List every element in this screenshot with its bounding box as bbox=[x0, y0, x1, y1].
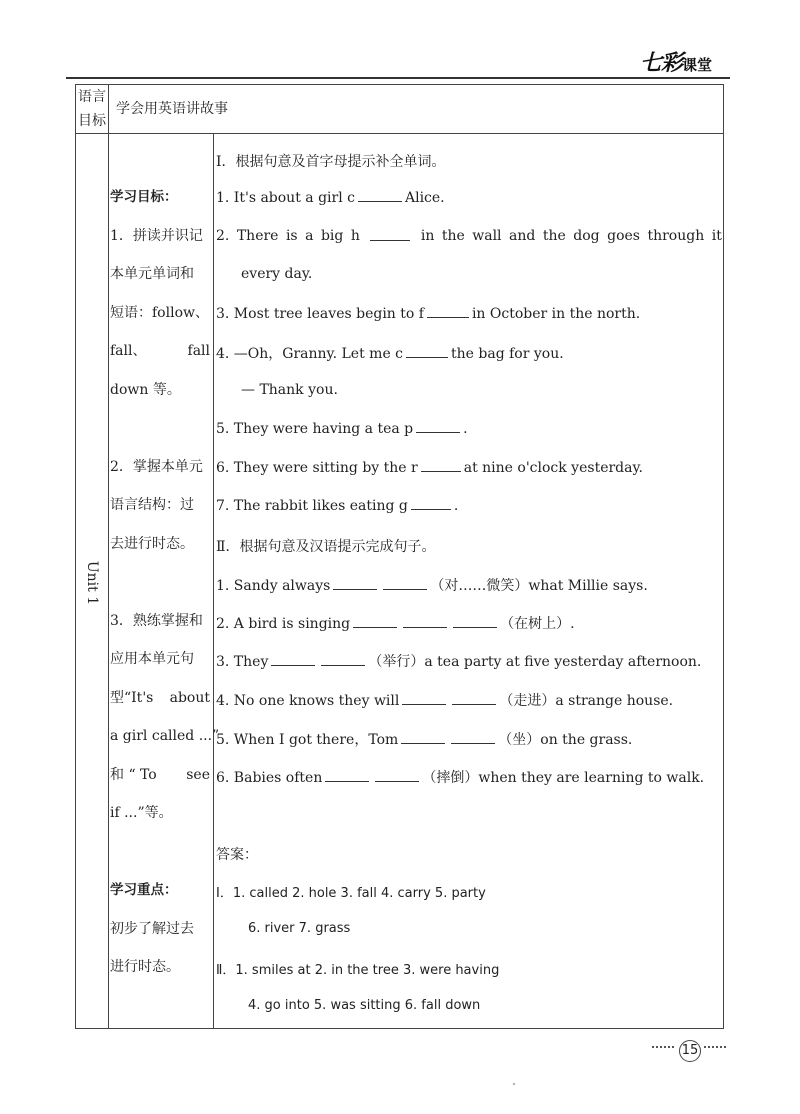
s2-question-2 bbox=[216, 613, 575, 633]
objective-1-line: down 等。 bbox=[110, 381, 181, 398]
objectives-column bbox=[110, 183, 220, 992]
objective-1-line bbox=[110, 337, 210, 376]
question-word: wall bbox=[472, 228, 502, 244]
objective-word: about bbox=[169, 689, 210, 706]
question-text: 5. They were having a tea p bbox=[216, 421, 414, 437]
answer-blank[interactable] bbox=[383, 577, 427, 590]
question-text: 1. It's about a girl c bbox=[216, 190, 355, 206]
goal-text: 学会用英语讲故事 bbox=[116, 101, 228, 117]
answer-blank[interactable] bbox=[321, 653, 365, 666]
question-text: 2. A bird is singing bbox=[216, 616, 351, 632]
s1-question-4-reply: — Thank you. bbox=[241, 382, 338, 398]
question-text: 5. When I got there，Tom bbox=[216, 732, 399, 748]
objective-word: fall、 bbox=[110, 343, 147, 359]
section-1-title: Ⅰ．根据句意及首字母提示补全单词。 bbox=[216, 154, 446, 170]
objective-1-line: 1．拼读并识记 bbox=[110, 227, 203, 244]
s1-question-2 bbox=[216, 228, 722, 244]
objective-3-line: if ...”等。 bbox=[110, 805, 173, 821]
objective-2-line: 去进行时态。 bbox=[110, 535, 194, 552]
question-text: （走进）a strange house. bbox=[499, 693, 674, 709]
objective-3-line: 应用本单元句 bbox=[110, 651, 194, 667]
question-text: 1. Sandy always bbox=[216, 578, 331, 594]
s1-question-2-cont: every day. bbox=[241, 266, 313, 282]
question-word: There bbox=[236, 228, 279, 244]
question-word: dog bbox=[573, 228, 600, 244]
question-word: a bbox=[305, 228, 314, 244]
s2-question-3 bbox=[216, 651, 701, 671]
s1-question-1 bbox=[216, 189, 445, 206]
key-points-heading: 学习重点： bbox=[110, 882, 178, 898]
question-text: 4. No one knows they will bbox=[216, 693, 400, 709]
question-text: 7. The rabbit likes eating g bbox=[216, 498, 408, 514]
answers-title: 答案： bbox=[216, 847, 258, 863]
question-text: （对……微笑）what Millie says. bbox=[430, 578, 648, 594]
s2-question-5 bbox=[216, 729, 632, 749]
answer-blank[interactable] bbox=[411, 497, 451, 510]
answer-blank[interactable] bbox=[421, 459, 461, 472]
objectives-heading: 学习目标： bbox=[110, 189, 178, 205]
objective-2-line: 语言结构：过 bbox=[110, 497, 194, 513]
brand-logo bbox=[640, 46, 730, 74]
answer-blank[interactable] bbox=[271, 653, 315, 666]
answer-blank[interactable] bbox=[406, 345, 448, 358]
goal-label-line2: 目标 bbox=[78, 113, 106, 129]
spacer bbox=[110, 414, 210, 453]
answer-blank[interactable] bbox=[370, 228, 410, 241]
section-2-title: Ⅱ．根据句意及汉语提示完成句子。 bbox=[216, 539, 436, 555]
question-text: 4. —Oh，Granny. Let me c bbox=[216, 346, 404, 362]
question-text: in October in the north. bbox=[471, 306, 641, 322]
question-word: it bbox=[711, 228, 722, 244]
objective-3-line: 3．熟练掌握和 bbox=[110, 612, 203, 629]
question-text: （在树上）. bbox=[500, 616, 575, 632]
brand-title: 课堂 bbox=[682, 56, 713, 74]
objective-3-line bbox=[110, 761, 210, 800]
question-text: . bbox=[463, 421, 468, 437]
s1-question-5 bbox=[216, 420, 468, 437]
spacer bbox=[110, 568, 210, 607]
s1-question-7 bbox=[216, 497, 458, 514]
s1-question-3 bbox=[216, 305, 640, 322]
answer-blank[interactable] bbox=[353, 615, 397, 628]
question-text: （摔倒）when they are learning to walk. bbox=[422, 770, 705, 786]
question-text: the bag for you. bbox=[451, 346, 564, 362]
question-text: （坐）on the grass. bbox=[498, 732, 633, 748]
answer-blank[interactable] bbox=[375, 769, 419, 782]
key-point-line: 进行时态。 bbox=[110, 959, 180, 975]
objective-word: 和 “ To bbox=[110, 766, 157, 783]
table-row-divider bbox=[75, 133, 724, 134]
objective-2-line: 2．掌握本单元 bbox=[110, 458, 203, 475]
s1-question-4 bbox=[216, 343, 564, 363]
question-text: at nine o'clock yesterday. bbox=[463, 460, 643, 476]
question-word: and bbox=[509, 228, 536, 244]
key-point-line: 初步了解过去 bbox=[110, 920, 194, 937]
scan-dot bbox=[513, 1083, 515, 1085]
unit-label: Unit 1 bbox=[84, 560, 100, 606]
question-text: . bbox=[453, 498, 459, 514]
objective-1-line: 短语：follow、 bbox=[110, 304, 209, 321]
s2-question-6 bbox=[216, 767, 704, 787]
question-word: big bbox=[320, 228, 344, 244]
answers-row-3: Ⅱ．1. smiles at 2. in the tree 3. were having bbox=[216, 963, 500, 978]
answers-row-2: 6. river 7. grass bbox=[248, 921, 351, 936]
question-word: 2. bbox=[216, 228, 230, 244]
page-number-badge bbox=[652, 1040, 726, 1062]
question-text: 3. Most tree leaves begin to f bbox=[216, 306, 424, 322]
question-word: through bbox=[647, 228, 705, 244]
s2-question-1 bbox=[216, 575, 648, 595]
question-text: Alice. bbox=[404, 190, 445, 206]
header-rule bbox=[66, 77, 730, 79]
question-word: is bbox=[285, 228, 298, 244]
question-word: the bbox=[441, 228, 465, 244]
question-text: （举行）a tea party at five yesterday afternoon. bbox=[368, 654, 702, 670]
answer-blank[interactable] bbox=[333, 577, 377, 590]
goal-label bbox=[77, 85, 107, 133]
answers-row-1: Ⅰ．1. called 2. hole 3. fall 4. carry 5. party bbox=[216, 886, 486, 901]
question-text: 6. Babies often bbox=[216, 770, 323, 786]
question-word: the bbox=[542, 228, 566, 244]
brand-logo-mark: 七彩 bbox=[640, 51, 683, 76]
goal-label-line1: 语言 bbox=[78, 89, 106, 105]
s1-question-6 bbox=[216, 459, 643, 476]
objective-word: fall bbox=[187, 343, 210, 359]
answer-blank[interactable] bbox=[452, 692, 496, 705]
spacer bbox=[110, 838, 210, 877]
page-number: 15 bbox=[679, 1040, 701, 1062]
page-dots-left bbox=[652, 1046, 674, 1054]
answer-blank[interactable] bbox=[453, 615, 497, 628]
question-text: 3. They bbox=[216, 654, 269, 670]
answer-blank[interactable] bbox=[358, 189, 402, 202]
question-word: goes bbox=[607, 228, 640, 244]
objective-3-line: a girl called ...” bbox=[110, 728, 220, 744]
answer-blank[interactable] bbox=[325, 769, 369, 782]
question-word: h bbox=[350, 228, 360, 244]
answer-blank[interactable] bbox=[403, 615, 447, 628]
objective-word: see bbox=[186, 766, 210, 783]
answer-blank[interactable] bbox=[402, 692, 446, 705]
objective-3-line bbox=[110, 684, 210, 723]
s2-question-4 bbox=[216, 690, 673, 710]
answer-blank[interactable] bbox=[451, 731, 495, 744]
table-divider-1 bbox=[108, 84, 109, 1029]
page-dots-right bbox=[704, 1046, 726, 1054]
answer-blank[interactable] bbox=[427, 305, 469, 318]
objective-1-line: 本单元单词和 bbox=[110, 266, 194, 282]
table-divider-2 bbox=[213, 133, 214, 1029]
answers-row-4: 4. go into 5. was sitting 6. fall down bbox=[248, 998, 481, 1013]
objective-word: 型“It's bbox=[110, 689, 154, 706]
answer-blank[interactable] bbox=[401, 731, 445, 744]
question-word: in bbox=[420, 228, 435, 244]
answer-blank[interactable] bbox=[416, 420, 460, 433]
question-text: 6. They were sitting by the r bbox=[216, 460, 418, 476]
